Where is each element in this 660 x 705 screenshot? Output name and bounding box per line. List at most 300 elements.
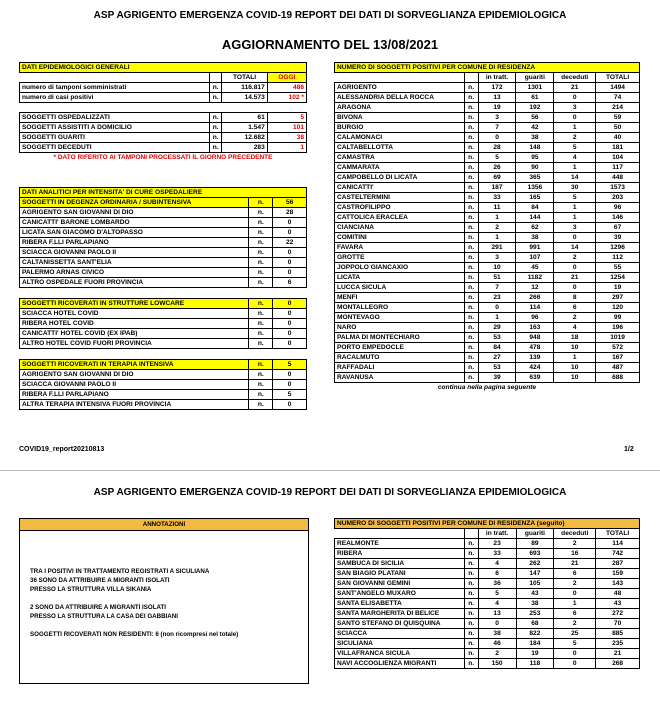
row-today: 486 bbox=[267, 83, 306, 93]
general-row bbox=[20, 93, 307, 103]
recovered: 1301 bbox=[516, 83, 554, 93]
recovered: 68 bbox=[516, 619, 554, 629]
deceased: 4 bbox=[554, 153, 596, 163]
row-unit: n. bbox=[249, 360, 273, 370]
comune-name: SANTA ELISABETTA bbox=[335, 599, 465, 609]
row-unit: n. bbox=[464, 373, 478, 383]
recovered: 95 bbox=[516, 153, 554, 163]
in-treatment: 2 bbox=[478, 649, 516, 659]
comune-name: CIANCIANA bbox=[335, 223, 465, 233]
comune-row bbox=[335, 323, 640, 333]
comune-name: PALMA DI MONTECHIARO bbox=[335, 333, 465, 343]
comune-row bbox=[335, 263, 640, 273]
recovered: 822 bbox=[516, 629, 554, 639]
intensity-row bbox=[20, 218, 307, 228]
row-label: CANICATTI' HOTEL COVID (EX IPAB) bbox=[20, 329, 249, 339]
intensity-row bbox=[20, 268, 307, 278]
general-note: * DATO RIFERITO AI TAMPONI PROCESSATI IL GIORNO PRECEDENTE bbox=[53, 154, 273, 161]
comune-name: CATTOLICA ERACLEA bbox=[335, 213, 465, 223]
deceased: 2 bbox=[554, 619, 596, 629]
row-value: 0 bbox=[273, 339, 307, 349]
intensity-row bbox=[20, 319, 307, 329]
deceased: 5 bbox=[554, 639, 596, 649]
deceased: 1 bbox=[554, 123, 596, 133]
row-unit: n. bbox=[464, 263, 478, 273]
in-treatment: 3 bbox=[478, 253, 516, 263]
comune-name: MONTALLEGRO bbox=[335, 303, 465, 313]
row-value: 0 bbox=[273, 380, 307, 390]
annotations-box bbox=[19, 518, 309, 684]
deceased: 0 bbox=[554, 659, 596, 669]
comune-name: ALESSANDRIA DELLA ROCCA bbox=[335, 93, 465, 103]
intensity-row bbox=[20, 400, 307, 410]
row-unit: n. bbox=[249, 208, 273, 218]
comune-name: CAMPOBELLO DI LICATA bbox=[335, 173, 465, 183]
recovered: 139 bbox=[516, 353, 554, 363]
comune-name: BIVONA bbox=[335, 113, 465, 123]
row-unit: n. bbox=[464, 123, 478, 133]
row-unit: n. bbox=[464, 193, 478, 203]
comune-name: SCIACCA bbox=[335, 629, 465, 639]
deceased: 2 bbox=[554, 539, 596, 549]
in-treatment: 28 bbox=[478, 143, 516, 153]
row-today: 102 * bbox=[267, 93, 306, 103]
total: 39 bbox=[596, 233, 640, 243]
deceased: 2 bbox=[554, 579, 596, 589]
deceased: 6 bbox=[554, 569, 596, 579]
row-unit: n. bbox=[249, 258, 273, 268]
general-row bbox=[20, 133, 307, 143]
row-unit: n. bbox=[464, 619, 478, 629]
row-unit: n. bbox=[464, 549, 478, 559]
column-header: deceduti bbox=[554, 529, 596, 539]
row-unit: n. bbox=[249, 329, 273, 339]
comune-name: SAN GIOVANNI GEMINI bbox=[335, 579, 465, 589]
total: 196 bbox=[596, 323, 640, 333]
row-label: SOGGETTI RICOVERATI IN TERAPIA INTENSIVA bbox=[20, 360, 249, 370]
in-treatment: 13 bbox=[478, 609, 516, 619]
row-total: 116.817 bbox=[222, 83, 267, 93]
row-value: 0 bbox=[273, 268, 307, 278]
recovered: 365 bbox=[516, 173, 554, 183]
comune-row bbox=[335, 313, 640, 323]
comune-row bbox=[335, 293, 640, 303]
comune-name: CAMASTRA bbox=[335, 153, 465, 163]
row-unit: n. bbox=[464, 363, 478, 373]
row-label: SCIACCA HOTEL COVID bbox=[20, 309, 249, 319]
comune-row bbox=[335, 353, 640, 363]
row-unit: n. bbox=[464, 629, 478, 639]
comune-name: FAVARA bbox=[335, 243, 465, 253]
row-label: SOGGETTI ASSISTITI A DOMICILIO bbox=[20, 123, 210, 133]
row-label: numero di casi positivi bbox=[20, 93, 210, 103]
recovered: 114 bbox=[516, 303, 554, 313]
in-treatment: 1 bbox=[478, 233, 516, 243]
comune-name: COMITINI bbox=[335, 233, 465, 243]
comune-row bbox=[335, 103, 640, 113]
deceased: 10 bbox=[554, 343, 596, 353]
total: 70 bbox=[596, 619, 640, 629]
general-data-title: DATI EPIDEMIOLOGICI GENERALI bbox=[20, 63, 307, 73]
comune-name: CALAMONACI bbox=[335, 133, 465, 143]
row-value: 0 bbox=[273, 400, 307, 410]
comuni-continued-title: NUMERO DI SOGGETTI POSITIVI PER COMUNE DI RESIDENZA (seguito) bbox=[335, 519, 640, 529]
row-label: RIBERA F.LLI PARLAPIANO bbox=[20, 390, 249, 400]
deceased: 0 bbox=[554, 233, 596, 243]
comune-name: CALTABELLOTTA bbox=[335, 143, 465, 153]
comune-row bbox=[335, 83, 640, 93]
row-unit: n. bbox=[464, 609, 478, 619]
comune-row bbox=[335, 303, 640, 313]
comune-row bbox=[335, 253, 640, 263]
update-title: AGGIORNAMENTO DEL 13/08/2021 bbox=[221, 37, 439, 52]
recovered: 478 bbox=[516, 343, 554, 353]
row-today: 38 bbox=[267, 133, 306, 143]
row-unit: n. bbox=[464, 153, 478, 163]
in-treatment: 1 bbox=[478, 213, 516, 223]
total: 235 bbox=[596, 639, 640, 649]
comune-name: VILLAFRANCA SICULA bbox=[335, 649, 465, 659]
in-treatment: 36 bbox=[478, 579, 516, 589]
in-treatment: 46 bbox=[478, 639, 516, 649]
total: 287 bbox=[596, 559, 640, 569]
row-label: numero di tamponi somministrati bbox=[20, 83, 210, 93]
recovered: 693 bbox=[516, 549, 554, 559]
column-header: in tratt. bbox=[478, 73, 516, 83]
recovered: 991 bbox=[516, 243, 554, 253]
total: 159 bbox=[596, 569, 640, 579]
row-unit: n. bbox=[464, 323, 478, 333]
recovered: 19 bbox=[516, 649, 554, 659]
row-unit: n. bbox=[464, 649, 478, 659]
recovered: 253 bbox=[516, 609, 554, 619]
in-treatment: 53 bbox=[478, 333, 516, 343]
row-total: 283 bbox=[222, 143, 267, 153]
intensity-row bbox=[20, 370, 307, 380]
row-label: CALTANISSETTA SANT'ELIA bbox=[20, 258, 249, 268]
comune-name: LUCCA SICULA bbox=[335, 283, 465, 293]
row-value: 0 bbox=[273, 248, 307, 258]
comune-name: MONTEVAGO bbox=[335, 313, 465, 323]
total: 48 bbox=[596, 589, 640, 599]
row-label: SCIACCA GIOVANNI PAOLO II bbox=[20, 380, 249, 390]
comune-name: LICATA bbox=[335, 273, 465, 283]
page-header: ASP AGRIGENTO EMERGENZA COVID-19 REPORT DEI DATI DI SORVEGLIANZA EPIDEMIOLOGICA bbox=[93, 10, 567, 21]
comuni-title: NUMERO DI SOGGETTI POSITIVI PER COMUNE DI RESIDENZA bbox=[335, 63, 640, 73]
total: 74 bbox=[596, 93, 640, 103]
row-unit: n. bbox=[464, 143, 478, 153]
deceased: 21 bbox=[554, 273, 596, 283]
comune-row bbox=[335, 659, 640, 669]
comune-row bbox=[335, 93, 640, 103]
row-value: 0 bbox=[273, 258, 307, 268]
deceased: 16 bbox=[554, 549, 596, 559]
row-label: LICATA SAN GIACOMO D'ALTOPASSO bbox=[20, 228, 249, 238]
total: 43 bbox=[596, 599, 640, 609]
total: 203 bbox=[596, 193, 640, 203]
row-unit: n. bbox=[464, 333, 478, 343]
recovered: 45 bbox=[516, 263, 554, 273]
recovered: 147 bbox=[516, 569, 554, 579]
comune-name: AGRIGENTO bbox=[335, 83, 465, 93]
row-unit: n. bbox=[249, 198, 273, 208]
row-label: SOGGETTI GUARITI bbox=[20, 133, 210, 143]
recovered: 639 bbox=[516, 373, 554, 383]
in-treatment: 1 bbox=[478, 313, 516, 323]
in-treatment: 38 bbox=[478, 629, 516, 639]
comune-row bbox=[335, 113, 640, 123]
comune-row bbox=[335, 273, 640, 283]
recovered: 118 bbox=[516, 659, 554, 669]
row-unit: n. bbox=[249, 390, 273, 400]
deceased: 0 bbox=[554, 649, 596, 659]
deceased: 18 bbox=[554, 333, 596, 343]
row-unit: n. bbox=[464, 539, 478, 549]
in-treatment: 291 bbox=[478, 243, 516, 253]
row-unit: n. bbox=[249, 309, 273, 319]
recovered: 38 bbox=[516, 133, 554, 143]
total: 112 bbox=[596, 253, 640, 263]
total: 167 bbox=[596, 353, 640, 363]
comune-row bbox=[335, 143, 640, 153]
row-today: 1 bbox=[267, 143, 306, 153]
annotation-line: 2 SONO DA ATTRIBUIRE A MIGRANTI ISOLATI bbox=[30, 604, 167, 611]
comune-row bbox=[335, 163, 640, 173]
row-label: CANICATTI' BARONE LOMBARDO bbox=[20, 218, 249, 228]
deceased: 25 bbox=[554, 629, 596, 639]
in-treatment: 29 bbox=[478, 323, 516, 333]
recovered: 105 bbox=[516, 579, 554, 589]
recovered: 144 bbox=[516, 213, 554, 223]
row-unit: n. bbox=[249, 370, 273, 380]
comune-row bbox=[335, 579, 640, 589]
row-value: 6 bbox=[273, 278, 307, 288]
total: 40 bbox=[596, 133, 640, 143]
row-unit: n. bbox=[464, 599, 478, 609]
row-today: 101 bbox=[267, 123, 306, 133]
row-value: 0 bbox=[273, 319, 307, 329]
total: 67 bbox=[596, 223, 640, 233]
in-treatment: 69 bbox=[478, 173, 516, 183]
row-label: SOGGETTI IN DEGENZA ORDINARIA / SUBINTENSIVA bbox=[20, 198, 249, 208]
total: 885 bbox=[596, 629, 640, 639]
recovered: 948 bbox=[516, 333, 554, 343]
in-treatment: 10 bbox=[478, 263, 516, 273]
column-header: TOTALI bbox=[596, 529, 640, 539]
in-treatment: 0 bbox=[478, 133, 516, 143]
row-label: RIBERA HOTEL COVID bbox=[20, 319, 249, 329]
row-label: SCIACCA GIOVANNI PAOLO II bbox=[20, 248, 249, 258]
comune-row bbox=[335, 203, 640, 213]
comune-name: NARO bbox=[335, 323, 465, 333]
deceased: 0 bbox=[554, 263, 596, 273]
deceased: 4 bbox=[554, 323, 596, 333]
annotation-line: SOGGETTI RICOVERATI NON RESIDENTI: 6 (non ricompresi nel totale) bbox=[30, 631, 239, 638]
row-unit: n. bbox=[464, 313, 478, 323]
deceased: 1 bbox=[554, 599, 596, 609]
recovered: 1356 bbox=[516, 183, 554, 193]
recovered: 1182 bbox=[516, 273, 554, 283]
comune-row bbox=[335, 183, 640, 193]
row-unit: n. bbox=[464, 569, 478, 579]
recovered: 38 bbox=[516, 233, 554, 243]
comune-name: SICULIANA bbox=[335, 639, 465, 649]
in-treatment: 3 bbox=[478, 113, 516, 123]
in-treatment: 150 bbox=[478, 659, 516, 669]
comune-row bbox=[335, 639, 640, 649]
deceased: 21 bbox=[554, 83, 596, 93]
total: 688 bbox=[596, 373, 640, 383]
column-header: guariti bbox=[516, 529, 554, 539]
deceased: 3 bbox=[554, 103, 596, 113]
comune-row bbox=[335, 589, 640, 599]
row-label: SOGGETTI RICOVERATI IN STRUTTURE LOWCARE bbox=[20, 299, 249, 309]
annotation-line: 36 SONO DA ATTRIBUIRE A MIGRANTI ISOLATI bbox=[30, 577, 170, 584]
recovered: 266 bbox=[516, 293, 554, 303]
comune-row bbox=[335, 193, 640, 203]
row-total: 61 bbox=[222, 113, 267, 123]
total: 1573 bbox=[596, 183, 640, 193]
comune-name: JOPPOLO GIANCAXIO bbox=[335, 263, 465, 273]
annotation-line: PRESSO LA STRUTTURA LA CASA DEI GABBIANI bbox=[30, 613, 178, 620]
intensity-row bbox=[20, 278, 307, 288]
row-value: 0 bbox=[273, 218, 307, 228]
in-treatment: 19 bbox=[478, 103, 516, 113]
comune-name: PORTO EMPEDOCLE bbox=[335, 343, 465, 353]
row-unit: n. bbox=[249, 339, 273, 349]
total: 297 bbox=[596, 293, 640, 303]
deceased: 1 bbox=[554, 213, 596, 223]
row-unit: n. bbox=[464, 353, 478, 363]
in-treatment: 39 bbox=[478, 373, 516, 383]
in-treatment: 5 bbox=[478, 153, 516, 163]
comune-row bbox=[335, 373, 640, 383]
intensity-row bbox=[20, 380, 307, 390]
row-unit: n. bbox=[464, 589, 478, 599]
comune-row bbox=[335, 649, 640, 659]
recovered: 12 bbox=[516, 283, 554, 293]
intensity-row bbox=[20, 248, 307, 258]
total: 143 bbox=[596, 579, 640, 589]
recovered: 163 bbox=[516, 323, 554, 333]
total: 50 bbox=[596, 123, 640, 133]
intensity-row bbox=[20, 258, 307, 268]
comune-name: RAVANUSA bbox=[335, 373, 465, 383]
total: 55 bbox=[596, 263, 640, 273]
recovered: 148 bbox=[516, 143, 554, 153]
annotation-line: PRESSO LA STRUTTURA VILLA SIKANIA bbox=[30, 586, 152, 593]
comune-name: CANICATTI' bbox=[335, 183, 465, 193]
row-unit: n. bbox=[249, 380, 273, 390]
comune-row bbox=[335, 363, 640, 373]
comune-name: SAMBUCA DI SICILIA bbox=[335, 559, 465, 569]
row-unit: n. bbox=[209, 83, 221, 93]
in-treatment: 4 bbox=[478, 599, 516, 609]
in-treatment: 23 bbox=[478, 539, 516, 549]
comune-name: SANT'ANGELO MUXARO bbox=[335, 589, 465, 599]
comune-name: REALMONTE bbox=[335, 539, 465, 549]
row-value: 0 bbox=[273, 309, 307, 319]
total: 120 bbox=[596, 303, 640, 313]
recovered: 424 bbox=[516, 363, 554, 373]
deceased: 0 bbox=[554, 113, 596, 123]
comune-row bbox=[335, 283, 640, 293]
row-unit: n. bbox=[209, 93, 221, 103]
in-treatment: 23 bbox=[478, 293, 516, 303]
in-treatment: 7 bbox=[478, 123, 516, 133]
row-total: 14.573 bbox=[222, 93, 267, 103]
in-treatment: 4 bbox=[478, 559, 516, 569]
deceased: 2 bbox=[554, 313, 596, 323]
comune-name: RAFFADALI bbox=[335, 363, 465, 373]
row-unit: n. bbox=[464, 639, 478, 649]
in-treatment: 7 bbox=[478, 283, 516, 293]
comune-row bbox=[335, 549, 640, 559]
comune-row bbox=[335, 123, 640, 133]
comuni-table-continued bbox=[334, 518, 640, 669]
row-value: 22 bbox=[273, 238, 307, 248]
row-unit: n. bbox=[464, 283, 478, 293]
row-unit: n. bbox=[209, 123, 221, 133]
total: 96 bbox=[596, 203, 640, 213]
comune-name: SANTA MARGHERITA DI BELICE bbox=[335, 609, 465, 619]
row-unit: n. bbox=[464, 559, 478, 569]
comune-name: BURGIO bbox=[335, 123, 465, 133]
total: 21 bbox=[596, 649, 640, 659]
comune-row bbox=[335, 539, 640, 549]
comune-row bbox=[335, 153, 640, 163]
row-unit: n. bbox=[464, 253, 478, 263]
row-unit: n. bbox=[249, 228, 273, 238]
row-value: 5 bbox=[273, 390, 307, 400]
row-unit: n. bbox=[209, 133, 221, 143]
deceased: 10 bbox=[554, 363, 596, 373]
row-unit: n. bbox=[209, 143, 221, 153]
total: 117 bbox=[596, 163, 640, 173]
deceased: 2 bbox=[554, 253, 596, 263]
row-value: 0 bbox=[273, 299, 307, 309]
annotations-title: ANNOTAZIONI bbox=[20, 519, 308, 531]
recovered: 61 bbox=[516, 93, 554, 103]
general-row bbox=[20, 83, 307, 93]
comune-name: SAN BIAGIO PLATANI bbox=[335, 569, 465, 579]
row-unit: n. bbox=[249, 268, 273, 278]
comune-name: RIBERA bbox=[335, 549, 465, 559]
row-unit: n. bbox=[464, 103, 478, 113]
row-unit: n. bbox=[249, 248, 273, 258]
recovered: 42 bbox=[516, 123, 554, 133]
page-divider bbox=[0, 470, 660, 471]
recovered: 56 bbox=[516, 113, 554, 123]
row-unit: n. bbox=[464, 233, 478, 243]
recovered: 89 bbox=[516, 539, 554, 549]
deceased: 21 bbox=[554, 559, 596, 569]
row-unit: n. bbox=[464, 83, 478, 93]
recovered: 192 bbox=[516, 103, 554, 113]
total: 59 bbox=[596, 113, 640, 123]
row-value: 0 bbox=[273, 370, 307, 380]
total: 214 bbox=[596, 103, 640, 113]
deceased: 14 bbox=[554, 173, 596, 183]
row-unit: n. bbox=[464, 93, 478, 103]
row-total: 12.682 bbox=[222, 133, 267, 143]
in-treatment: 0 bbox=[478, 303, 516, 313]
comune-row bbox=[335, 343, 640, 353]
total: 114 bbox=[596, 539, 640, 549]
row-unit: n. bbox=[464, 203, 478, 213]
in-treatment: 26 bbox=[478, 163, 516, 173]
comune-row bbox=[335, 233, 640, 243]
